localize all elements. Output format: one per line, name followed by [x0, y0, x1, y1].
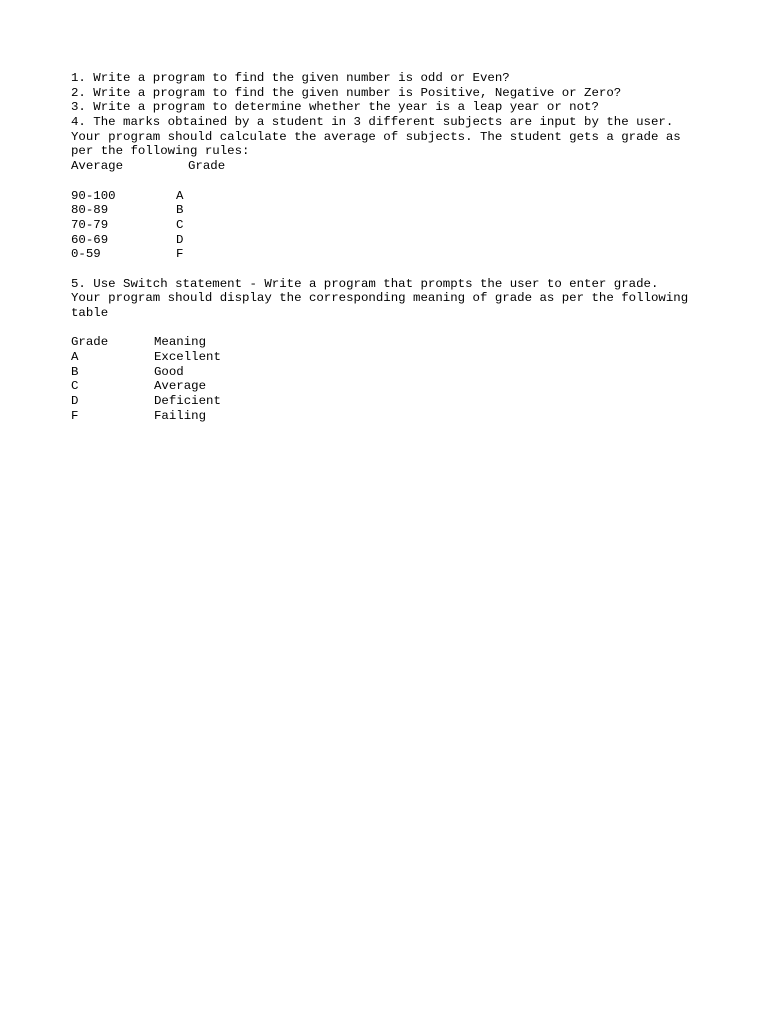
average-range: 90-100 [71, 188, 116, 203]
question-4-line-1: 4. The marks obtained by a student in 3 different subjects are input by the user. [71, 115, 674, 130]
average-range: 70-79 [71, 217, 109, 232]
average-table-row [71, 218, 711, 233]
grade-header: Grade [188, 159, 226, 174]
question-3: 3. Write a program to determine whether the year is a leap year or not? [71, 100, 599, 115]
spacer [71, 321, 711, 336]
average-table-row [71, 247, 711, 262]
average-range: 80-89 [71, 203, 109, 218]
meaning-table-row [71, 379, 711, 394]
average-range: 0-59 [71, 247, 101, 262]
grade-meaning: Failing [154, 408, 207, 423]
question-5-line-1: 5. Use Switch statement - Write a program that prompts the user to enter grade. [71, 276, 659, 291]
grade-letter: C [176, 217, 184, 232]
question-5-line-3: table [71, 306, 109, 320]
average-table-header [71, 159, 711, 174]
average-table-row [71, 203, 711, 218]
meaning-header: Meaning [154, 335, 207, 350]
grade-letter: C [71, 379, 79, 394]
grade-meaning: Deficient [154, 394, 221, 409]
grade-letter: B [176, 203, 184, 218]
grade-meaning: Good [154, 364, 184, 379]
grade-meaning: Average [154, 379, 207, 394]
grade-letter: D [176, 232, 184, 247]
meaning-table-row [71, 409, 711, 424]
grade-meaning: Excellent [154, 350, 221, 365]
question-4-line-3: per the following rules: [71, 144, 250, 159]
meaning-table-row [71, 350, 711, 365]
grade-letter: B [71, 364, 79, 379]
average-header: Average [71, 159, 124, 174]
grade-letter: A [176, 188, 184, 203]
average-range: 60-69 [71, 232, 109, 247]
grade-letter: F [71, 408, 79, 423]
grade-letter: F [176, 247, 184, 262]
spacer [71, 174, 711, 189]
grade-letter: A [71, 350, 79, 365]
grade-header: Grade [71, 335, 109, 350]
question-5-line-2: Your program should display the corresponding meaning of grade as per the following [71, 291, 689, 306]
question-1: 1. Write a program to find the given number is odd or Even? [71, 71, 510, 85]
meaning-table-header [71, 335, 711, 350]
meaning-table-row [71, 394, 711, 409]
question-2: 2. Write a program to find the given number is Positive, Negative or Zero? [71, 85, 622, 100]
average-table-row [71, 233, 711, 248]
document-page [71, 71, 711, 424]
grade-letter: D [71, 394, 79, 409]
question-4-line-2: Your program should calculate the average of subjects. The student gets a grade as [71, 129, 681, 144]
average-table-row [71, 189, 711, 204]
meaning-table-row [71, 365, 711, 380]
spacer [71, 262, 711, 277]
